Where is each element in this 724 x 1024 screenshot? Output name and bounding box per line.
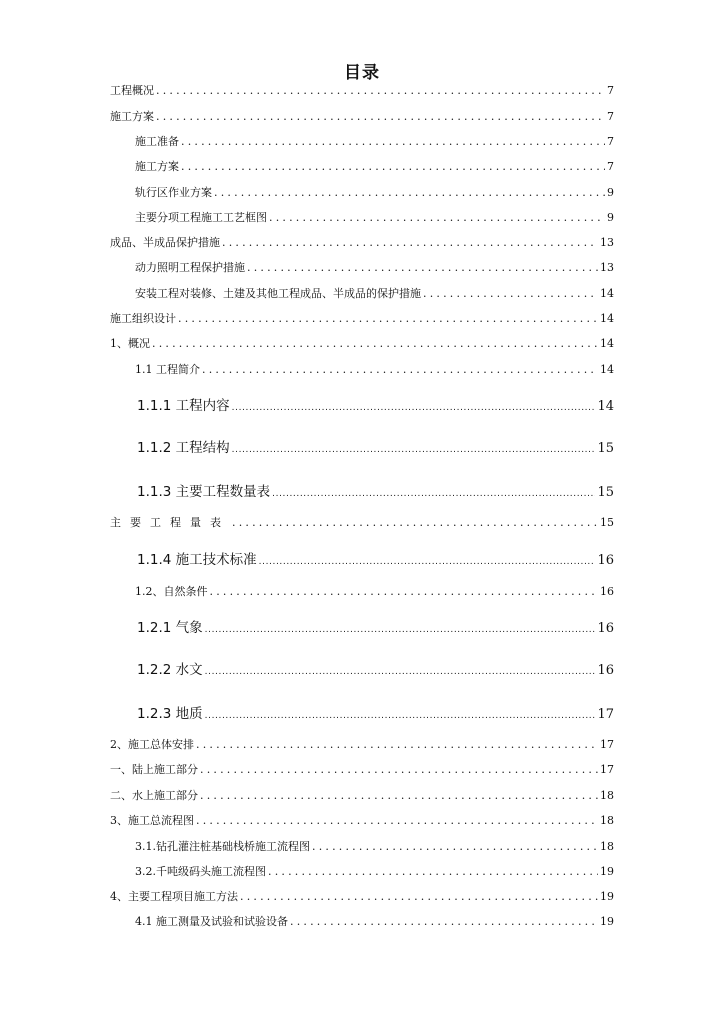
toc-entry[interactable] bbox=[135, 285, 614, 301]
toc-entry[interactable] bbox=[135, 184, 614, 200]
toc-entry-page: 16 bbox=[597, 621, 614, 636]
toc-entry[interactable] bbox=[135, 133, 614, 149]
toc-entry-page: 7 bbox=[607, 135, 614, 148]
toc-leader-dots bbox=[205, 667, 596, 677]
toc-leader-dots bbox=[196, 814, 598, 827]
toc-entry-label: 3、施工总流程图 bbox=[110, 814, 194, 827]
toc-leader-dots bbox=[232, 403, 596, 413]
toc-entry-page: 14 bbox=[600, 337, 614, 350]
toc-entry-page: 16 bbox=[597, 663, 614, 678]
toc-entry[interactable] bbox=[110, 335, 614, 351]
toc-entry[interactable] bbox=[110, 310, 614, 326]
toc-leader-dots bbox=[232, 445, 596, 455]
toc-entry-label: 1.2.2 水文 bbox=[137, 662, 203, 678]
toc-entry[interactable] bbox=[110, 787, 614, 803]
toc-entry-page: 7 bbox=[607, 84, 614, 97]
toc-leader-dots bbox=[290, 915, 598, 928]
toc-entry-label: 1、概况 bbox=[110, 337, 150, 350]
toc-entry-page: 18 bbox=[600, 789, 614, 802]
toc-entry-label: 1.2、自然条件 bbox=[135, 585, 208, 598]
toc-entry[interactable] bbox=[110, 761, 614, 777]
toc-entry-page: 13 bbox=[600, 236, 614, 249]
toc-leader-dots bbox=[202, 363, 598, 376]
toc-entry[interactable] bbox=[135, 158, 614, 174]
toc-entry[interactable] bbox=[137, 658, 614, 678]
toc-leader-dots bbox=[181, 160, 605, 173]
toc-entry-page: 16 bbox=[597, 553, 614, 568]
toc-leader-dots bbox=[312, 840, 598, 853]
toc-entry[interactable] bbox=[110, 234, 614, 250]
toc-entry[interactable] bbox=[137, 616, 614, 636]
toc-entry[interactable] bbox=[137, 480, 614, 500]
toc-leader-dots bbox=[181, 135, 605, 148]
toc-entry-label: 施工方案 bbox=[110, 110, 154, 123]
toc-entry[interactable] bbox=[110, 812, 614, 828]
toc-entry-page: 17 bbox=[597, 707, 614, 722]
toc-entry-label: 1.1.1 工程内容 bbox=[137, 398, 230, 414]
toc-entry-page: 9 bbox=[607, 186, 614, 199]
toc-entry-page: 7 bbox=[607, 110, 614, 123]
toc-leader-dots bbox=[240, 890, 598, 903]
toc-entry-label: 二、水上施工部分 bbox=[110, 789, 198, 802]
toc-leader-dots bbox=[268, 865, 598, 878]
toc-leader-dots bbox=[269, 211, 605, 224]
toc-leader-dots bbox=[178, 312, 598, 325]
toc-entry-page: 14 bbox=[600, 312, 614, 325]
toc-entry-label: 主要工程量表 bbox=[110, 516, 230, 529]
toc-entry-label: 施工组织设计 bbox=[110, 312, 176, 325]
toc-leader-dots bbox=[423, 287, 598, 300]
toc-entry-page: 17 bbox=[600, 763, 614, 776]
toc-leader-dots bbox=[210, 585, 599, 598]
toc-entry-page: 14 bbox=[600, 363, 614, 376]
toc-entry[interactable] bbox=[110, 82, 614, 98]
toc-entry-label: 1.1 工程简介 bbox=[135, 363, 200, 376]
toc-leader-dots bbox=[205, 711, 596, 721]
toc-entry[interactable] bbox=[137, 394, 614, 414]
toc-leader-dots bbox=[152, 337, 598, 350]
toc-leader-dots bbox=[156, 84, 605, 97]
page-title: 目录 bbox=[344, 63, 380, 83]
toc-entry[interactable] bbox=[135, 209, 614, 225]
toc-entry-page: 9 bbox=[607, 211, 614, 224]
toc-entry[interactable] bbox=[135, 838, 614, 854]
toc-leader-dots bbox=[156, 110, 605, 123]
toc-entry-page: 7 bbox=[607, 160, 614, 173]
toc-entry[interactable] bbox=[135, 361, 614, 377]
toc-entry[interactable] bbox=[135, 863, 614, 879]
toc-entry-page: 15 bbox=[597, 485, 614, 500]
toc-entry-label: 工程概况 bbox=[110, 84, 154, 97]
toc-entry-label: 1.1.2 工程结构 bbox=[137, 440, 230, 456]
toc-entry-page: 19 bbox=[600, 890, 614, 903]
toc-entry[interactable] bbox=[137, 702, 614, 722]
toc-entry[interactable] bbox=[135, 583, 614, 599]
toc-entry-label: 施工准备 bbox=[135, 135, 179, 148]
toc-entry-label: 安装工程对装修、土建及其他工程成品、半成品的保护措施 bbox=[135, 287, 421, 300]
toc-entry-label: 1.1.3 主要工程数量表 bbox=[137, 484, 271, 500]
toc-entry-label: 3.2.千吨级码头施工流程图 bbox=[135, 865, 266, 878]
toc-entry-label: 动力照明工程保护措施 bbox=[135, 261, 245, 274]
toc-entry-label: 4.1 施工测量及试验和试验设备 bbox=[135, 915, 288, 928]
toc-leader-dots bbox=[247, 261, 598, 274]
toc-entry-label: 施工方案 bbox=[135, 160, 179, 173]
toc-entry-label: 成品、半成品保护措施 bbox=[110, 236, 220, 249]
toc-entry[interactable] bbox=[135, 913, 614, 929]
toc-entry-page: 14 bbox=[597, 399, 614, 414]
toc-entry-label: 3.1.钻孔灌注桩基础栈桥施工流程图 bbox=[135, 840, 310, 853]
toc-entry-page: 15 bbox=[600, 516, 614, 529]
toc-entry-page: 19 bbox=[600, 915, 614, 928]
toc-leader-dots bbox=[205, 625, 596, 635]
toc-entry[interactable] bbox=[135, 259, 614, 275]
toc-entry-label: 主要分项工程施工工艺框图 bbox=[135, 211, 267, 224]
toc-entry[interactable] bbox=[137, 548, 614, 568]
toc-leader-dots bbox=[232, 516, 598, 529]
toc-leader-dots bbox=[200, 763, 598, 776]
toc-entry-label: 一、陆上施工部分 bbox=[110, 763, 198, 776]
toc-entry-page: 18 bbox=[600, 840, 614, 853]
toc-entry-page: 17 bbox=[600, 738, 614, 751]
toc-entry-label: 1.2.3 地质 bbox=[137, 706, 203, 722]
toc-entry-label: 轨行区作业方案 bbox=[135, 186, 212, 199]
toc-entry-label: 1.2.1 气象 bbox=[137, 620, 203, 636]
toc-entry-label: 4、主要工程项目施工方法 bbox=[110, 890, 238, 903]
toc-leader-dots bbox=[200, 789, 598, 802]
toc-entry-page: 15 bbox=[597, 441, 614, 456]
toc-entry-label: 1.1.4 施工技术标准 bbox=[137, 552, 257, 568]
toc-entry-label: 2、施工总体安排 bbox=[110, 738, 194, 751]
toc-entry[interactable] bbox=[110, 514, 614, 530]
toc-entry-page: 19 bbox=[600, 865, 614, 878]
toc-leader-dots bbox=[272, 489, 595, 499]
toc-entry-page: 14 bbox=[600, 287, 614, 300]
toc-leader-dots bbox=[259, 557, 596, 567]
toc-entry[interactable] bbox=[137, 436, 614, 456]
toc-entry[interactable] bbox=[110, 888, 614, 904]
toc-entry[interactable] bbox=[110, 108, 614, 124]
toc-leader-dots bbox=[222, 236, 598, 249]
toc-leader-dots bbox=[214, 186, 605, 199]
toc-leader-dots bbox=[196, 738, 598, 751]
toc-entry-page: 13 bbox=[600, 261, 614, 274]
toc-entry-page: 16 bbox=[600, 585, 614, 598]
toc-entry[interactable] bbox=[110, 736, 614, 752]
toc-entry-page: 18 bbox=[600, 814, 614, 827]
